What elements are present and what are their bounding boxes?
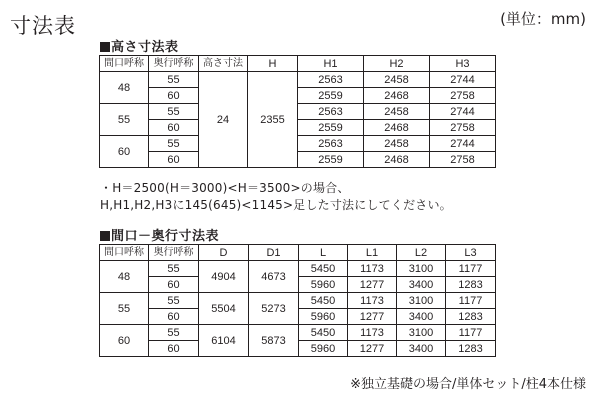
table-row: [100, 104, 496, 120]
square-bullet-icon: [100, 231, 110, 241]
l3-cell: 1283: [446, 309, 496, 325]
l1-cell: 1173: [348, 325, 397, 341]
table-row: [100, 136, 496, 152]
l3-cell: 1177: [446, 293, 496, 309]
table-row: [100, 152, 496, 168]
header-cell: 間口呼称: [100, 56, 149, 72]
depth-cell: 60: [149, 88, 199, 104]
header-cell: H: [248, 56, 298, 72]
header-cell: H1: [298, 56, 364, 72]
h1-cell: 2563: [298, 136, 364, 152]
header-cell: H3: [430, 56, 496, 72]
width-cell: 60: [100, 136, 149, 168]
l2-cell: 3100: [397, 325, 446, 341]
header-cell: 高さ寸法: [199, 56, 248, 72]
h-cell: 2355: [248, 72, 298, 168]
table-row: [100, 293, 496, 309]
height-table-heading-text: 高さ寸法表: [111, 40, 179, 55]
h1-cell: 2559: [298, 120, 364, 136]
l2-cell: 3400: [397, 341, 446, 357]
l3-cell: 1283: [446, 277, 496, 293]
h1-cell: 2563: [298, 72, 364, 88]
depth-cell: 55: [149, 261, 199, 277]
l1-cell: 1173: [348, 293, 397, 309]
h2-cell: 2458: [364, 72, 430, 88]
table-header-row: [100, 56, 496, 72]
footnote: ※独立基礎の場合/単体セット/柱4本仕様: [350, 377, 586, 392]
l-cell: 5960: [299, 277, 348, 293]
l3-cell: 1177: [446, 325, 496, 341]
depth-table: [99, 244, 496, 357]
table-row: [100, 120, 496, 136]
header-cell: 奥行呼称: [149, 56, 199, 72]
h3-cell: 2758: [430, 152, 496, 168]
d1-cell: 5873: [249, 325, 299, 357]
d1-cell: 4673: [249, 261, 299, 293]
depth-cell: 60: [149, 341, 199, 357]
table-row: [100, 72, 496, 88]
header-cell: 奥行呼称: [149, 245, 199, 261]
note-line: ・H＝2500(H＝3000)<H＝3500>の場合、: [100, 181, 350, 195]
height-size-cell: 24: [199, 72, 248, 168]
l-cell: 5960: [299, 309, 348, 325]
square-bullet-icon: [100, 42, 110, 52]
h3-cell: 2744: [430, 72, 496, 88]
header-cell: D: [199, 245, 249, 261]
h2-cell: 2468: [364, 152, 430, 168]
header-cell: D1: [249, 245, 299, 261]
h1-cell: 2559: [298, 152, 364, 168]
l3-cell: 1177: [446, 261, 496, 277]
l-cell: 5450: [299, 261, 348, 277]
d-cell: 5504: [199, 293, 249, 325]
depth-cell: 60: [149, 277, 199, 293]
h2-cell: 2468: [364, 88, 430, 104]
height-table-heading: [100, 36, 179, 55]
d-cell: 6104: [199, 325, 249, 357]
depth-cell: 55: [149, 325, 199, 341]
height-table: [99, 55, 496, 168]
depth-cell: 55: [149, 104, 199, 120]
l1-cell: 1173: [348, 261, 397, 277]
l2-cell: 3400: [397, 277, 446, 293]
l2-cell: 3400: [397, 309, 446, 325]
note-line: H,H1,H2,H3に145(645)<1145>足した寸法にしてください。: [100, 198, 452, 212]
l3-cell: 1283: [446, 341, 496, 357]
depth-cell: 60: [149, 309, 199, 325]
depth-cell: 60: [149, 120, 199, 136]
depth-cell: 60: [149, 152, 199, 168]
depth-table-heading-text: 間口－奥行寸法表: [111, 229, 220, 244]
table-row: [100, 88, 496, 104]
page-title: 寸法表: [10, 14, 76, 38]
depth-cell: 55: [149, 72, 199, 88]
width-cell: 48: [100, 261, 149, 293]
header-cell: 間口呼称: [100, 245, 149, 261]
h3-cell: 2758: [430, 88, 496, 104]
table-row: [100, 325, 496, 341]
d-cell: 4904: [199, 261, 249, 293]
l1-cell: 1277: [348, 309, 397, 325]
width-cell: 60: [100, 325, 149, 357]
l1-cell: 1277: [348, 341, 397, 357]
h2-cell: 2458: [364, 136, 430, 152]
l-cell: 5450: [299, 325, 348, 341]
table-header-row: [100, 245, 496, 261]
width-cell: 55: [100, 104, 149, 136]
h1-cell: 2563: [298, 104, 364, 120]
header-cell: L1: [348, 245, 397, 261]
l-cell: 5960: [299, 341, 348, 357]
h3-cell: 2758: [430, 120, 496, 136]
header-cell: H2: [364, 56, 430, 72]
h2-cell: 2458: [364, 104, 430, 120]
h2-cell: 2468: [364, 120, 430, 136]
header-cell: L3: [446, 245, 496, 261]
width-cell: 48: [100, 72, 149, 104]
header-cell: L2: [397, 245, 446, 261]
l1-cell: 1277: [348, 277, 397, 293]
l-cell: 5450: [299, 293, 348, 309]
l2-cell: 3100: [397, 293, 446, 309]
width-cell: 55: [100, 293, 149, 325]
header-cell: L: [299, 245, 348, 261]
l2-cell: 3100: [397, 261, 446, 277]
h3-cell: 2744: [430, 136, 496, 152]
d1-cell: 5273: [249, 293, 299, 325]
unit-label: (単位：mm): [500, 10, 586, 28]
table-row: [100, 261, 496, 277]
depth-table-heading: [100, 225, 219, 244]
depth-cell: 55: [149, 136, 199, 152]
h3-cell: 2744: [430, 104, 496, 120]
h1-cell: 2559: [298, 88, 364, 104]
depth-cell: 55: [149, 293, 199, 309]
